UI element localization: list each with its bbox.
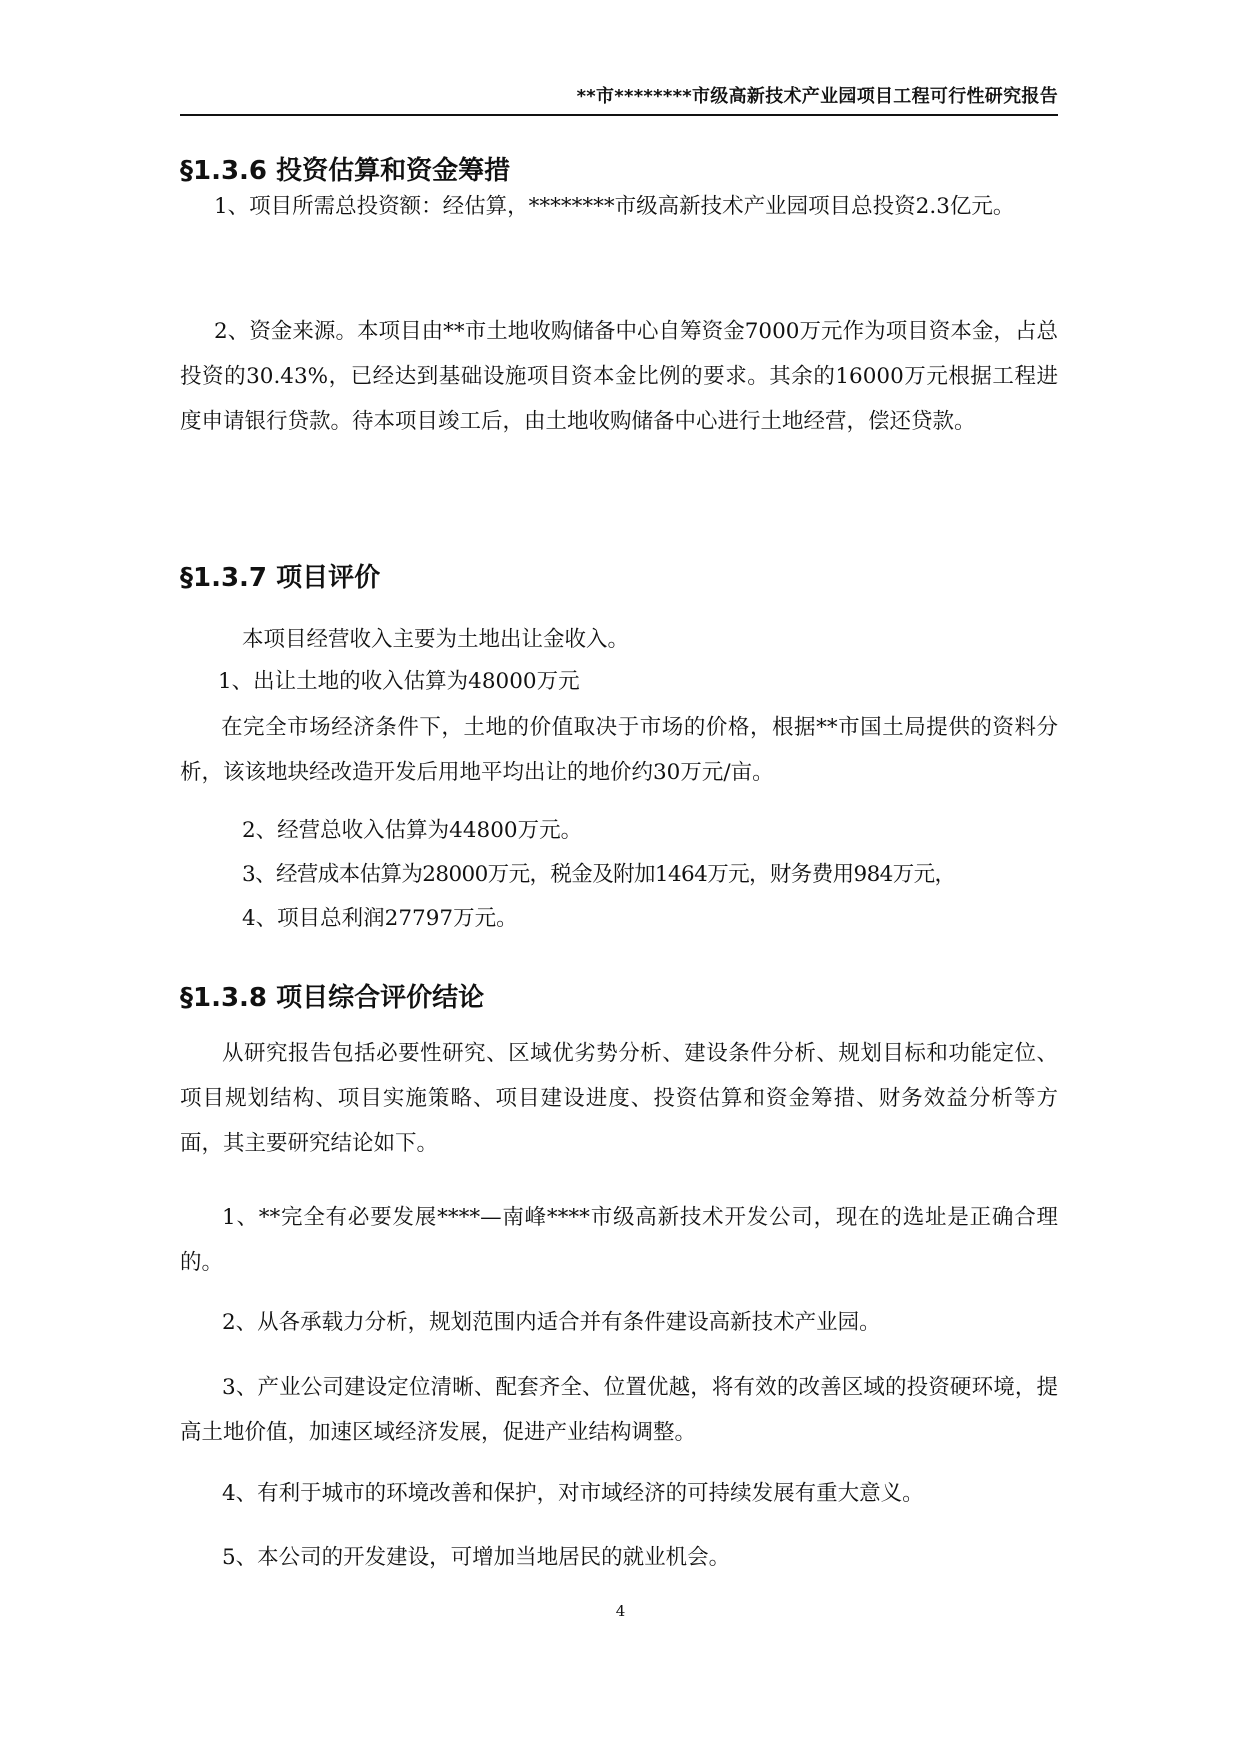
section-heading-1-3-7: §1.3.7 项目评价	[180, 563, 381, 593]
paragraph-total-revenue: 2、经营总收入估算为44800万元。	[242, 818, 583, 843]
running-header: **市********市级高新技术产业园项目工程可行性研究报告	[576, 86, 1058, 107]
page-number: 4	[615, 1602, 626, 1620]
paragraph-market-price: 在完全市场经济条件下，土地的价值取决于市场的价格，根据**市国土局提供的资料分析，该该地块经改造开发后用地平均出让的地价约30万元/亩。	[180, 715, 1058, 785]
section-heading-1-3-8: §1.3.8 项目综合评价结论	[180, 983, 485, 1013]
paragraph-revenue-intro: 本项目经营收入主要为土地出让金收入。	[242, 627, 630, 652]
paragraph-funding-source: 2、资金来源。本项目由**市土地收购储备中心自筹资金7000万元作为项目资本金，占总投资的30.43%，已经达到基础设施项目资本金比例的要求。其余的16000万元根据工程进度申请银行贷款。待本项目竣工后，由土地收购储备中心进行土地经营，偿还贷款。	[180, 319, 1058, 434]
section-heading-1-3-6: §1.3.6 投资估算和资金筹措	[180, 156, 511, 186]
paragraph-operating-cost: 3、经营成本估算为28000万元，税金及附加1464万元，财务费用984万元，	[242, 862, 956, 887]
paragraph-conclusion-intro: 从研究报告包括必要性研究、区域优劣势分析、建设条件分析、规划目标和功能定位、项目规划结构、项目实施策略、项目建设进度、投资估算和资金筹措、财务效益分析等方面，其主要研究结论如下。	[180, 1041, 1058, 1156]
paragraph-conclusion-2: 2、从各承载力分析，规划范围内适合并有条件建设高新技术产业园。	[222, 1310, 881, 1335]
paragraph-conclusion-5: 5、本公司的开发建设，可增加当地居民的就业机会。	[222, 1545, 731, 1570]
paragraph-conclusion-3: 3、产业公司建设定位清晰、配套齐全、位置优越，将有效的改善区域的投资硬环境，提高土地价值，加速区域经济发展，促进产业结构调整。	[180, 1375, 1058, 1445]
header-rule	[180, 114, 1058, 116]
paragraph-total-investment: 1、项目所需总投资额：经估算，********市级高新技术产业园项目总投资2.3亿元。	[214, 194, 1015, 219]
paragraph-conclusion-4: 4、有利于城市的环境改善和保护，对市域经济的可持续发展有重大意义。	[222, 1481, 924, 1506]
paragraph-conclusion-1: 1、**完全有必要发展****—南峰****市级高新技术开发公司，现在的选址是正确合理的。	[180, 1205, 1058, 1275]
paragraph-total-profit: 4、项目总利润27797万元。	[242, 906, 518, 931]
paragraph-land-revenue: 1、出让土地的收入估算为48000万元	[218, 669, 580, 694]
